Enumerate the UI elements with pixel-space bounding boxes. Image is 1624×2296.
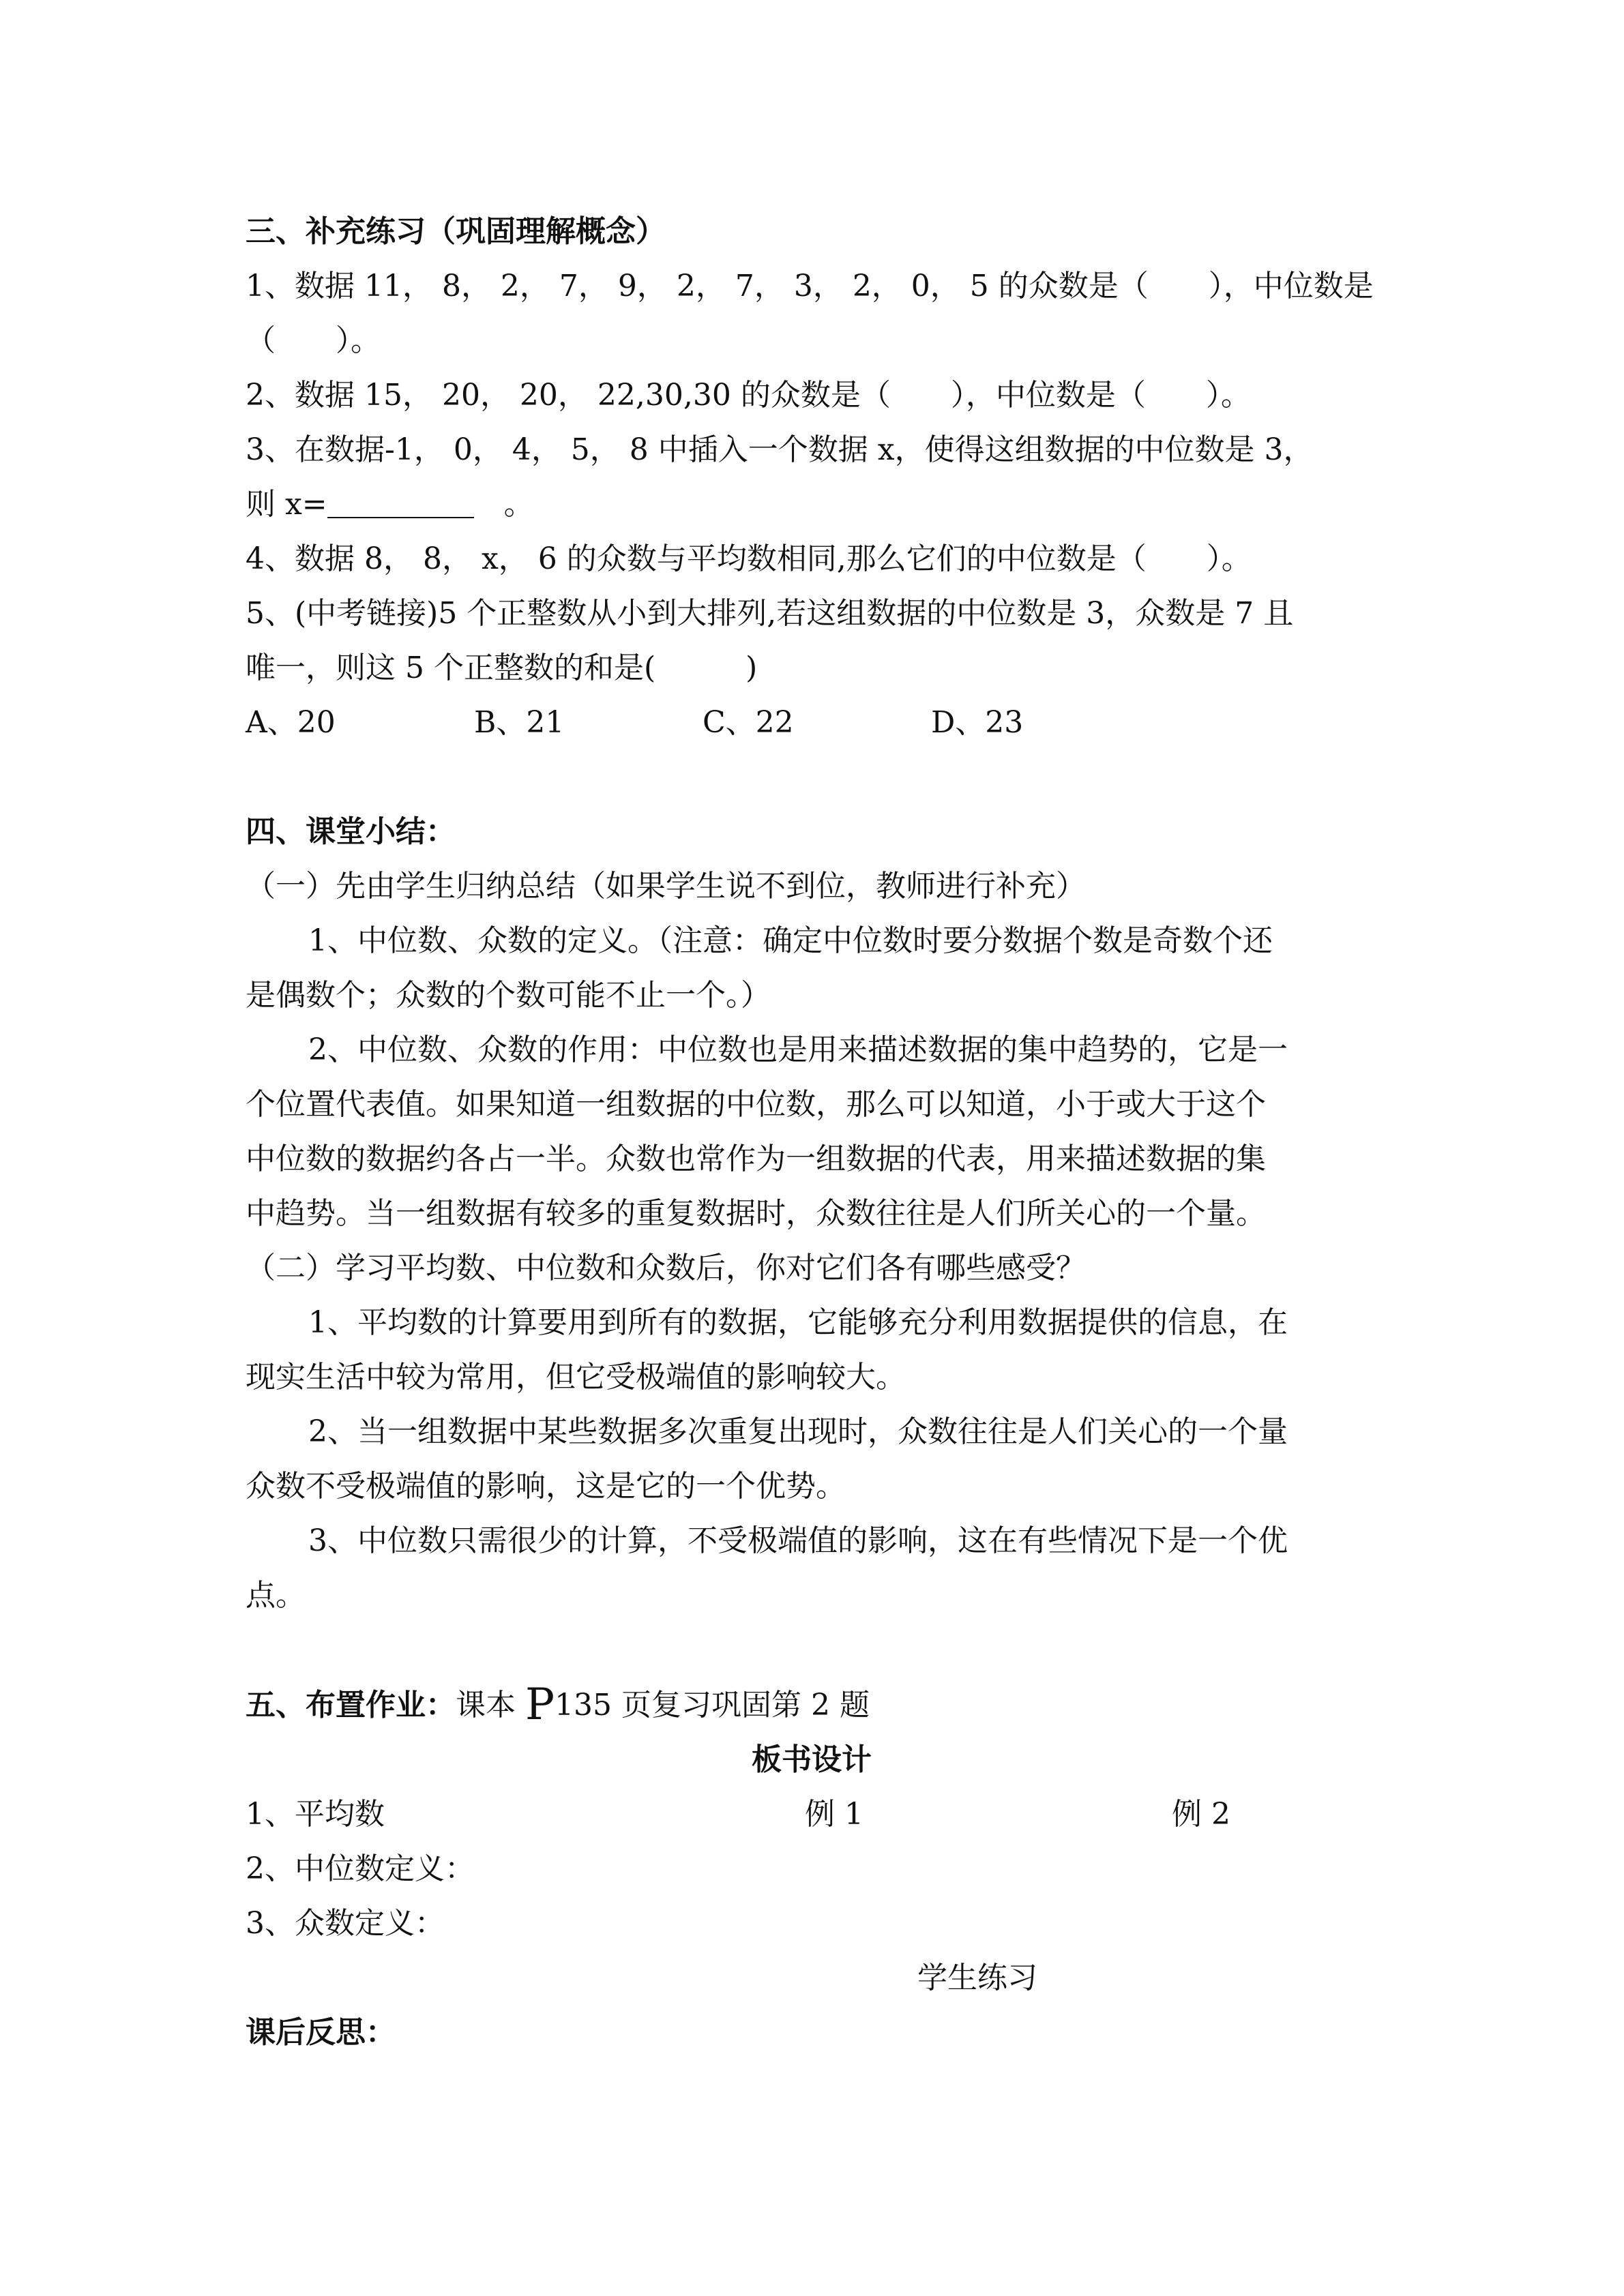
exercise-2: 2、数据 15， 20， 20， 22,30,30 的众数是（ ），中位数是（ ）。 — [246, 378, 1251, 413]
feeling-1-line1: 1、平均数的计算要用到所有的数据，它能够充分利用数据提供的信息，在 — [308, 1305, 1288, 1340]
feeling-3-line2: 点。 — [246, 1578, 306, 1613]
homework-text-suffix: 135 页复习巩固第 2 题 — [555, 1688, 870, 1723]
feeling-1-line2: 现实生活中较为常用，但它受极端值的影响较大。 — [246, 1360, 906, 1395]
board-design-title: 板书设计 — [752, 1742, 872, 1777]
option-a: A、20 — [246, 705, 336, 740]
section5-title: 五、布置作业： — [246, 1688, 456, 1723]
board-student-practice: 学生练习 — [917, 1960, 1037, 1995]
exercise-5-line2: 唯一，则这 5 个正整数的和是( ) — [246, 651, 758, 685]
summary-p2-line2: 个位置代表值。如果知道一组数据的中位数，那么可以知道，小于或大于这个 — [246, 1087, 1266, 1122]
section3-title: 三、补充练习（巩固理解概念） — [246, 214, 666, 249]
exercise-5-options — [246, 696, 1378, 750]
summary-p2-line3: 中位数的数据约各占一半。众数也常作为一组数据的代表，用来描述数据的集 — [246, 1142, 1266, 1176]
option-b: B、21 — [474, 705, 565, 740]
spacer — [246, 750, 1378, 805]
board-row-1 — [246, 1787, 1378, 1842]
board-example-1: 例 1 — [805, 1797, 863, 1832]
board-item-mode: 3、众数定义： — [246, 1906, 445, 1941]
homework-text-prefix: 课本 — [456, 1688, 525, 1723]
exercise-3-prefix: 则 x= — [246, 487, 327, 522]
spacer — [246, 1623, 1378, 1678]
section4-title: 四、课堂小结： — [246, 814, 456, 849]
exercise-5-line1: 5、(中考链接)5 个正整数从小到大排列,若这组数据的中位数是 3，众数是 7 且 — [246, 596, 1294, 631]
exercise-1-line2: （ ）。 — [246, 323, 381, 358]
summary-p2-line1: 2、中位数、众数的作用：中位数也是用来描述数据的集中趋势的，它是一 — [308, 1032, 1288, 1067]
summary-part2-title: （二）学习平均数、中位数和众数后，你对它们各有哪些感受？ — [246, 1251, 1086, 1285]
answer-blank — [327, 487, 474, 518]
feeling-2-line1: 2、当一组数据中某些数据多次重复出现时，众数往往是人们关心的一个量 — [308, 1414, 1288, 1449]
feeling-3-line1: 3、中位数只需很少的计算，不受极端值的影响，这在有些情况下是一个优 — [308, 1523, 1288, 1558]
board-item-mean: 1、平均数 — [246, 1797, 385, 1832]
feeling-2-line2: 众数不受极端值的影响，这是它的一个优势。 — [246, 1469, 846, 1504]
board-row-practice — [246, 1951, 1378, 2006]
summary-p1-line2: 是偶数个；众数的个数可能不止一个。） — [246, 978, 771, 1013]
board-example-2: 例 2 — [1172, 1797, 1230, 1832]
summary-part1-title: （一）先由学生归纳总结（如果学生说不到位，教师进行补充） — [246, 869, 1086, 904]
homework-line — [246, 1678, 1378, 1733]
exercise-4: 4、数据 8， 8， x， 6 的众数与平均数相同,那么它们的中位数是（ ）。 — [246, 541, 1252, 576]
reflection-title: 课后反思： — [246, 2015, 396, 2050]
document-body — [246, 205, 1378, 2060]
summary-p1-line1: 1、中位数、众数的定义。（注意：确定中位数时要分数据个数是奇数个还 — [308, 923, 1273, 958]
option-d: D、23 — [931, 705, 1024, 740]
board-item-median: 2、中位数定义： — [246, 1851, 475, 1886]
exercise-3-line1: 3、在数据-1， 0， 4， 5， 8 中插入一个数据 x，使得这组数据的中位数是 3， — [246, 432, 1314, 467]
homework-big-p: P — [525, 1680, 555, 1730]
exercise-3-line2 — [246, 477, 1378, 532]
exercise-3-suffix: 。 — [473, 487, 534, 522]
exercise-1-line1: 1、数据 11， 8， 2， 7， 9， 2， 7， 3， 2， 0， 5 的众数是（ ），中位数是 — [246, 269, 1374, 303]
summary-p2-line4: 中趋势。当一组数据有较多的重复数据时，众数往往是人们所关心的一个量。 — [246, 1196, 1266, 1231]
option-c: C、22 — [703, 705, 794, 740]
